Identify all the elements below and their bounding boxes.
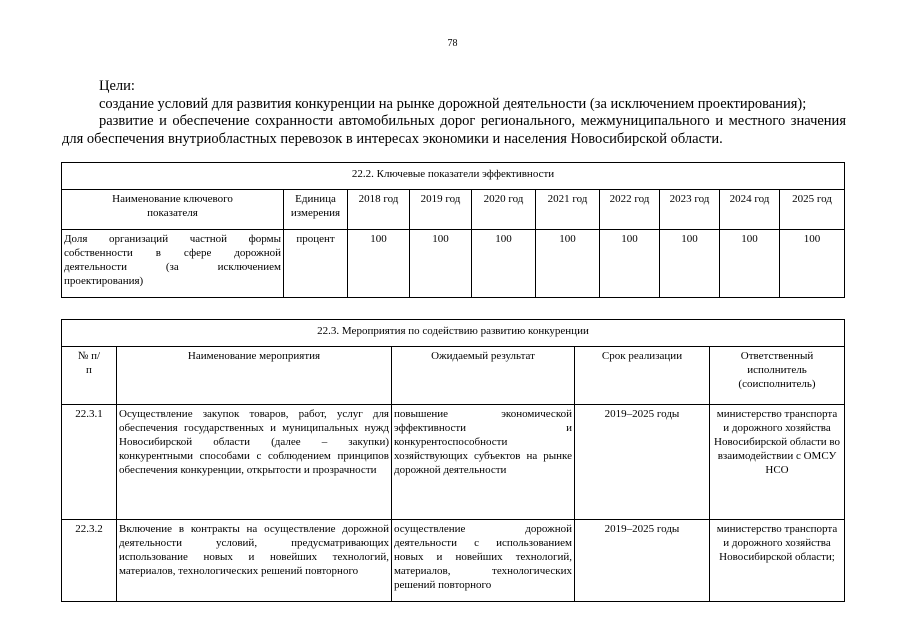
measures-header-result: Ожидаемый результат [392, 347, 575, 405]
table-row [62, 405, 845, 520]
measure-num: 22.3.1 [62, 405, 117, 520]
table-row [62, 230, 845, 298]
measure-name: Включение в контракты на осуществление дорожной деятельности условий, предусматривающих использование новых и новейших технологий, материалов, технологических решений повторного [117, 520, 392, 602]
kpi-value: 100 [600, 230, 660, 298]
kpi-header-unit: Единица измерения [284, 190, 348, 230]
kpi-table-caption: 22.2. Ключевые показатели эффективности [62, 163, 845, 190]
kpi-value: 100 [536, 230, 600, 298]
kpi-header-year: 2023 год [660, 190, 720, 230]
measure-term: 2019–2025 годы [575, 520, 710, 602]
measures-table [61, 319, 845, 602]
table-row [62, 520, 845, 602]
kpi-indicator-name: Доля организаций частной формы собственности в сфере дорожной деятельности (за исключением проектирования) [62, 230, 284, 298]
kpi-header-year: 2019 год [410, 190, 472, 230]
kpi-header-year: 2021 год [536, 190, 600, 230]
measures-header-responsible: Ответственный исполнитель (соисполнитель) [710, 347, 845, 405]
measures-table-caption: 22.3. Мероприятия по содействию развитию конкуренции [62, 320, 845, 347]
measure-num: 22.3.2 [62, 520, 117, 602]
page-number: 78 [447, 38, 458, 49]
goal-item-2: развитие и обеспечение сохранности автомобильных дорог регионального, межмуниципального и местного значения для обеспечения внутриобластных перевозок в интересах экономики и населения Новосибирской области. [62, 113, 846, 147]
goals-heading: Цели: [99, 78, 135, 94]
kpi-header-year: 2025 год [780, 190, 845, 230]
kpi-value: 100 [472, 230, 536, 298]
goals-section [62, 78, 846, 148]
measures-header-term: Срок реализации [575, 347, 710, 405]
kpi-value: 100 [780, 230, 845, 298]
kpi-table [61, 162, 845, 298]
kpi-header-year: 2020 год [472, 190, 536, 230]
measure-responsible: министерство транспорта и дорожного хозяйства Новосибирской области во взаимодействии с ОМСУ НСО [710, 405, 845, 520]
measure-term: 2019–2025 годы [575, 405, 710, 520]
kpi-header-year: 2024 год [720, 190, 780, 230]
measure-result: повышение экономической эффективности и конкурентоспособности хозяйствующих субъектов на рынке дорожной деятельности [392, 405, 575, 520]
kpi-header-year: 2018 год [348, 190, 410, 230]
kpi-value: 100 [720, 230, 780, 298]
goal-item-1: создание условий для развития конкуренции на рынке дорожной деятельности (за исключением проектирования); [99, 95, 807, 112]
kpi-value: 100 [660, 230, 720, 298]
measure-responsible: министерство транспорта и дорожного хозяйства Новосибирской области; [710, 520, 845, 602]
measures-header-name: Наименование мероприятия [117, 347, 392, 405]
measures-header-num: № п/п [62, 347, 117, 405]
kpi-value: 100 [348, 230, 410, 298]
kpi-value: 100 [410, 230, 472, 298]
measure-name: Осуществление закупок товаров, работ, услуг для обеспечения государственных и муниципальных нужд Новосибирской области (далее – закупки) конкурентными способами с соблюдением принципов обеспечения конкуренции, открытости и прозрачности [117, 405, 392, 520]
kpi-header-year: 2022 год [600, 190, 660, 230]
measure-result: осуществление дорожной деятельности с использованием новых и новейших технологий, материалов, технологических решений повторного [392, 520, 575, 602]
kpi-unit: процент [284, 230, 348, 298]
kpi-header-name: Наименование ключевого показателя [62, 190, 284, 230]
